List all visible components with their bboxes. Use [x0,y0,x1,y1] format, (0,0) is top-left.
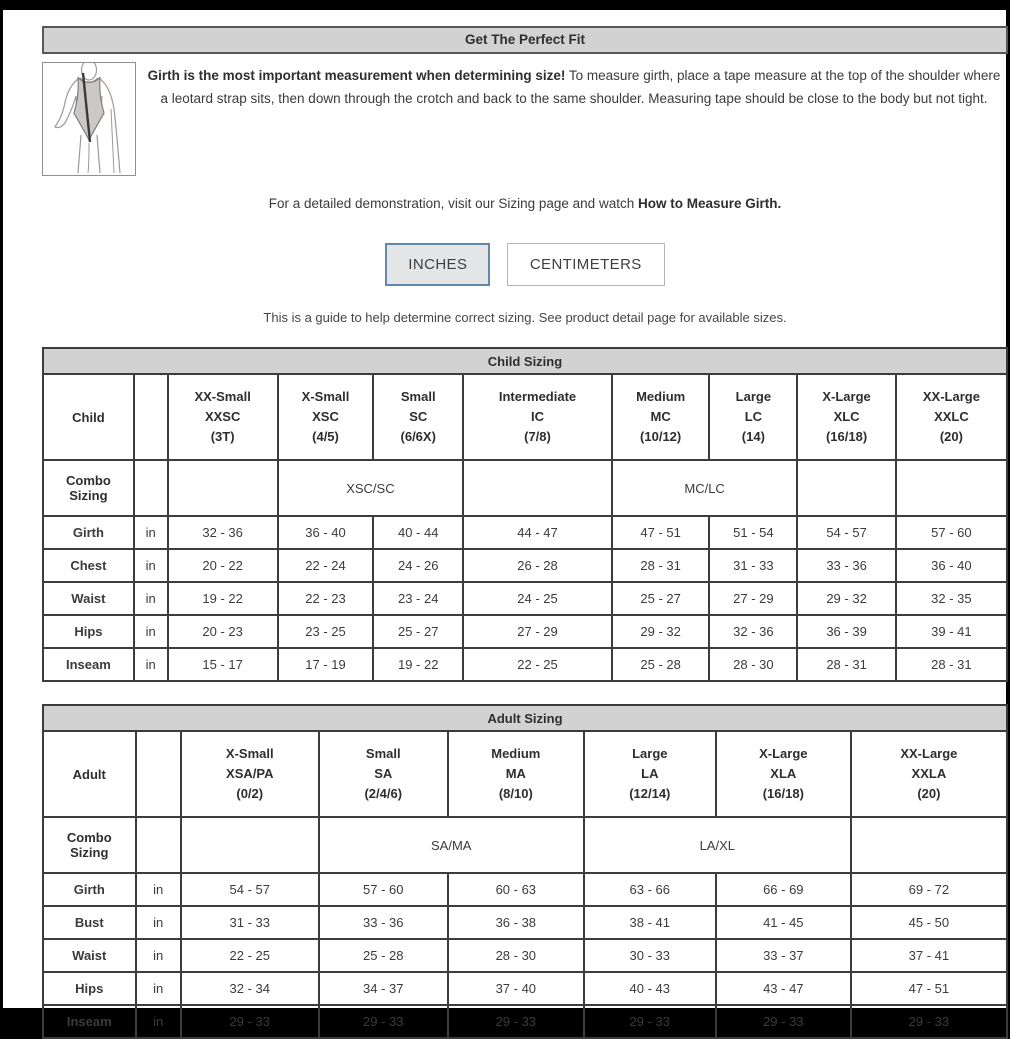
value-cell: 28 - 31 [896,648,1007,681]
value-cell: 29 - 33 [448,1005,584,1038]
value-cell: 20 - 22 [168,549,278,582]
value-cell: 40 - 44 [373,516,463,549]
value-cell: 28 - 31 [797,648,896,681]
size-column-header: XX-Large XXLA (20) [851,731,1007,817]
child-combo-sizing-row [43,460,1007,516]
adult-combo-sizing-row [43,817,1007,873]
page [3,10,1006,1008]
value-cell: 23 - 25 [278,615,374,648]
value-cell: 32 - 34 [181,972,319,1005]
leotard-measure-figure-icon [42,62,136,176]
unit-cell: in [136,972,181,1005]
row-label: Hips [43,615,134,648]
adult-table-title-row [43,705,1007,731]
adult-label-cell: Adult [43,731,136,817]
value-cell: 29 - 33 [181,1005,319,1038]
value-cell: 28 - 31 [612,549,710,582]
size-column-header: Large LA (12/14) [584,731,716,817]
value-cell: 32 - 36 [168,516,278,549]
unit-cell: in [136,873,181,906]
value-cell: 31 - 33 [709,549,797,582]
table-row [43,615,1007,648]
value-cell: 33 - 37 [716,939,851,972]
adult-table-title: Adult Sizing [43,705,1007,731]
table-row [43,873,1007,906]
row-label: Bust [43,906,136,939]
value-cell: 32 - 35 [896,582,1007,615]
value-cell: 31 - 33 [181,906,319,939]
value-cell: 29 - 32 [612,615,710,648]
inches-button[interactable]: INCHES [385,243,490,286]
value-cell: 51 - 54 [709,516,797,549]
row-label: Girth [43,516,134,549]
value-cell: 19 - 22 [373,648,463,681]
size-column-header: Medium MC (10/12) [612,374,710,460]
value-cell: 63 - 66 [584,873,716,906]
value-cell: 30 - 33 [584,939,716,972]
girth-instructions-lead: Girth is the most important measurement when determining size! [148,68,566,83]
value-cell: 37 - 41 [851,939,1007,972]
sizing-guide-note: This is a guide to help determine correct sizing. See product detail page for available sizes. [42,310,1008,325]
value-cell: 36 - 40 [278,516,374,549]
empty-cell [181,817,319,873]
value-cell: 29 - 33 [584,1005,716,1038]
combo-sizing-label: Combo Sizing [43,460,134,516]
value-cell: 29 - 33 [319,1005,448,1038]
value-cell: 22 - 24 [278,549,374,582]
size-column-header: Small SC (6/6X) [373,374,463,460]
value-cell: 29 - 33 [851,1005,1007,1038]
value-cell: 22 - 25 [463,648,612,681]
empty-cell [136,817,181,873]
row-label: Inseam [43,648,134,681]
table-row [43,972,1007,1005]
value-cell: 69 - 72 [851,873,1007,906]
value-cell: 25 - 27 [373,615,463,648]
value-cell: 45 - 50 [851,906,1007,939]
empty-cell [463,460,612,516]
row-label: Inseam [43,1005,136,1038]
value-cell: 28 - 30 [709,648,797,681]
demo-text: For a detailed demonstration, visit our Sizing page and watch [269,196,638,211]
value-cell: 36 - 38 [448,906,584,939]
child-label-cell: Child [43,374,134,460]
unit-cell: in [134,648,168,681]
child-table-title: Child Sizing [43,348,1007,374]
value-cell: 22 - 25 [181,939,319,972]
value-cell: 33 - 36 [319,906,448,939]
empty-cell [168,460,278,516]
demo-instructions [42,196,1008,211]
value-cell: 20 - 23 [168,615,278,648]
value-cell: 34 - 37 [319,972,448,1005]
value-cell: 54 - 57 [181,873,319,906]
adult-sizing-table [42,704,1008,1039]
girth-instructions-body: To measure girth, place a tape measure at the top of the shoulder where a leotard strap sits, then down through the crotch and back to the same shoulder. Measuring tape should be close to the body but not tight. [160,68,1000,106]
value-cell: 27 - 29 [709,582,797,615]
size-column-header: X-Small XSC (4/5) [278,374,374,460]
unit-header-cell [136,731,181,817]
empty-cell [851,817,1007,873]
value-cell: 19 - 22 [168,582,278,615]
child-table-header-row [43,374,1007,460]
value-cell: 24 - 26 [373,549,463,582]
combo-value-cell: XSC/SC [278,460,463,516]
row-label: Hips [43,972,136,1005]
unit-cell: in [134,582,168,615]
unit-toggle [42,243,1008,286]
combo-value-cell: MC/LC [612,460,797,516]
value-cell: 41 - 45 [716,906,851,939]
size-column-header: Medium MA (8/10) [448,731,584,817]
unit-cell: in [136,1005,181,1038]
value-cell: 25 - 27 [612,582,710,615]
value-cell: 57 - 60 [319,873,448,906]
value-cell: 22 - 23 [278,582,374,615]
table-row [43,582,1007,615]
unit-header-cell [134,374,168,460]
table-row [43,939,1007,972]
value-cell: 24 - 25 [463,582,612,615]
unit-cell: in [136,939,181,972]
size-column-header: Large LC (14) [709,374,797,460]
demo-bold-text: How to Measure Girth. [638,196,781,211]
value-cell: 32 - 36 [709,615,797,648]
size-column-header: XX-Large XXLC (20) [896,374,1007,460]
value-cell: 37 - 40 [448,972,584,1005]
value-cell: 54 - 57 [797,516,896,549]
size-column-header: XX-Small XXSC (3T) [168,374,278,460]
page-title: Get The Perfect Fit [42,26,1008,54]
value-cell: 28 - 30 [448,939,584,972]
value-cell: 29 - 33 [716,1005,851,1038]
child-table-title-row [43,348,1007,374]
table-row [43,549,1007,582]
unit-cell: in [136,906,181,939]
value-cell: 38 - 41 [584,906,716,939]
size-column-header: X-Small XSA/PA (0/2) [181,731,319,817]
row-label: Waist [43,939,136,972]
value-cell: 17 - 19 [278,648,374,681]
table-row [43,516,1007,549]
adult-table-header-row [43,731,1007,817]
value-cell: 27 - 29 [463,615,612,648]
value-cell: 36 - 39 [797,615,896,648]
empty-cell [134,460,168,516]
unit-cell: in [134,549,168,582]
combo-value-cell: LA/XL [584,817,851,873]
value-cell: 39 - 41 [896,615,1007,648]
size-column-header: Small SA (2/4/6) [319,731,448,817]
value-cell: 26 - 28 [463,549,612,582]
unit-cell: in [134,615,168,648]
intro-section [42,60,1008,176]
value-cell: 33 - 36 [797,549,896,582]
value-cell: 23 - 24 [373,582,463,615]
row-label: Chest [43,549,134,582]
row-label: Waist [43,582,134,615]
value-cell: 47 - 51 [851,972,1007,1005]
unit-cell: in [134,516,168,549]
child-sizing-table [42,347,1008,682]
value-cell: 43 - 47 [716,972,851,1005]
table-row [43,906,1007,939]
size-column-header: X-Large XLA (16/18) [716,731,851,817]
empty-cell [797,460,896,516]
girth-instructions [136,60,1008,176]
value-cell: 36 - 40 [896,549,1007,582]
centimeters-button[interactable]: CENTIMETERS [507,243,665,286]
value-cell: 15 - 17 [168,648,278,681]
value-cell: 25 - 28 [319,939,448,972]
value-cell: 40 - 43 [584,972,716,1005]
row-label: Girth [43,873,136,906]
value-cell: 25 - 28 [612,648,710,681]
empty-cell [896,460,1007,516]
combo-sizing-label: Combo Sizing [43,817,136,873]
value-cell: 66 - 69 [716,873,851,906]
table-row [43,648,1007,681]
value-cell: 44 - 47 [463,516,612,549]
size-column-header: X-Large XLC (16/18) [797,374,896,460]
value-cell: 60 - 63 [448,873,584,906]
combo-value-cell: SA/MA [319,817,584,873]
value-cell: 47 - 51 [612,516,710,549]
value-cell: 29 - 32 [797,582,896,615]
size-column-header: Intermediate IC (7/8) [463,374,612,460]
value-cell: 57 - 60 [896,516,1007,549]
